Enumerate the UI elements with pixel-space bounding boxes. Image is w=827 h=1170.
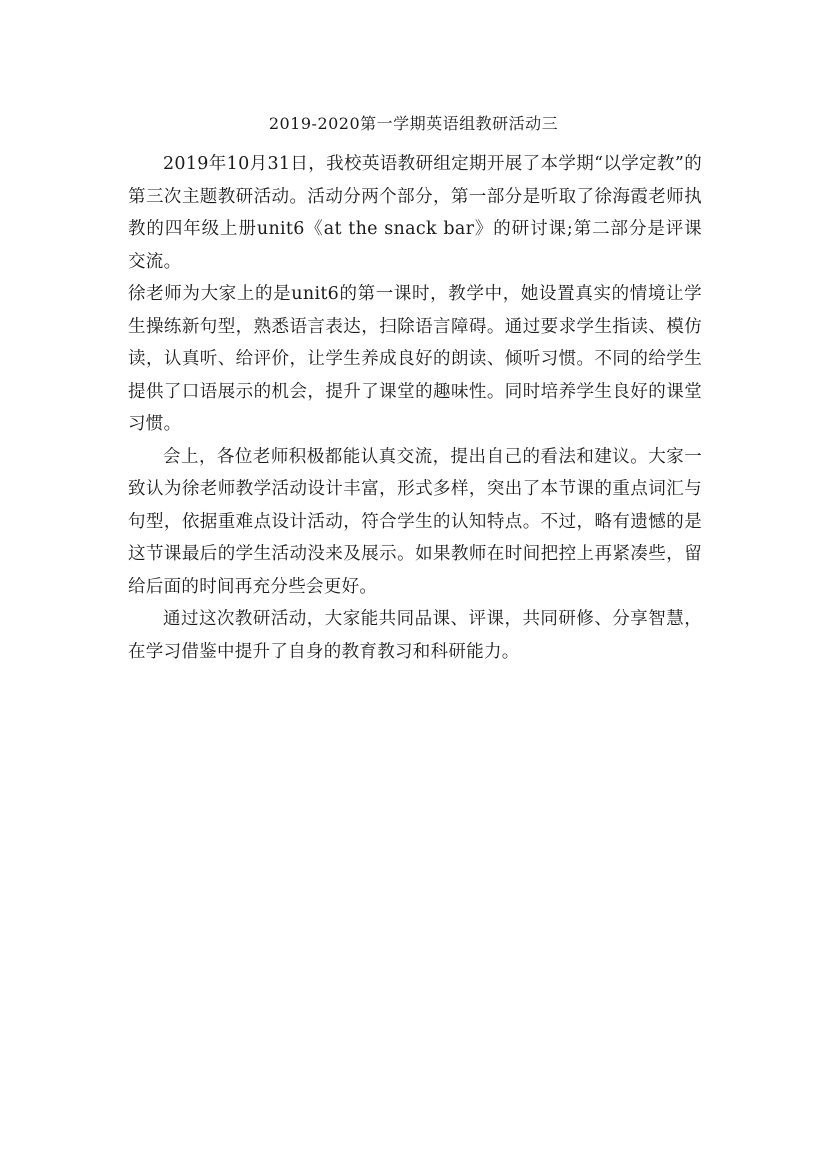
paragraph-lesson-description: 徐老师为大家上的是unit6的第一课时，教学中，她设置真实的情境让学生操练新句型，熟悉语言表达，扫除语言障碍。通过要求学生指读、模仿读，认真听、给评价，让学生养成良好的朗读、倾听习惯。不同的给学生提供了口语展示的机会，提升了课堂的趣味性。同时培养学生良好的课堂习惯。 xyxy=(128,284,702,434)
document-title: 2019-2020第一学期英语组教研活动三 xyxy=(268,114,559,133)
document-body xyxy=(128,148,702,668)
paragraph-conclusion: 通过这次教研活动，大家能共同品课、评课，共同研修、分享智慧，在学习借鉴中提升了自身的教育教习和科研能力。 xyxy=(128,609,702,662)
paragraph-discussion: 会上，各位老师积极都能认真交流，提出自己的看法和建议。大家一致认为徐老师教学活动设计丰富，形式多样，突出了本节课的重点词汇与句型，依据重难点设计活动，符合学生的认知特点。不过，略有遗憾的是这节课最后的学生活动没来及展示。如果教师在时间把控上再紧凑些，留给后面的时间再充分些会更好。 xyxy=(128,446,702,597)
paragraph-intro: 2019年10月31日，我校英语教研组定期开展了本学期“以学定教”的第三次主题教研活动。活动分两个部分，第一部分是听取了徐海霞老师执教的四年级上册unit6《at the snack bar》的研讨课;第二部分是评课交流。 xyxy=(128,154,702,272)
